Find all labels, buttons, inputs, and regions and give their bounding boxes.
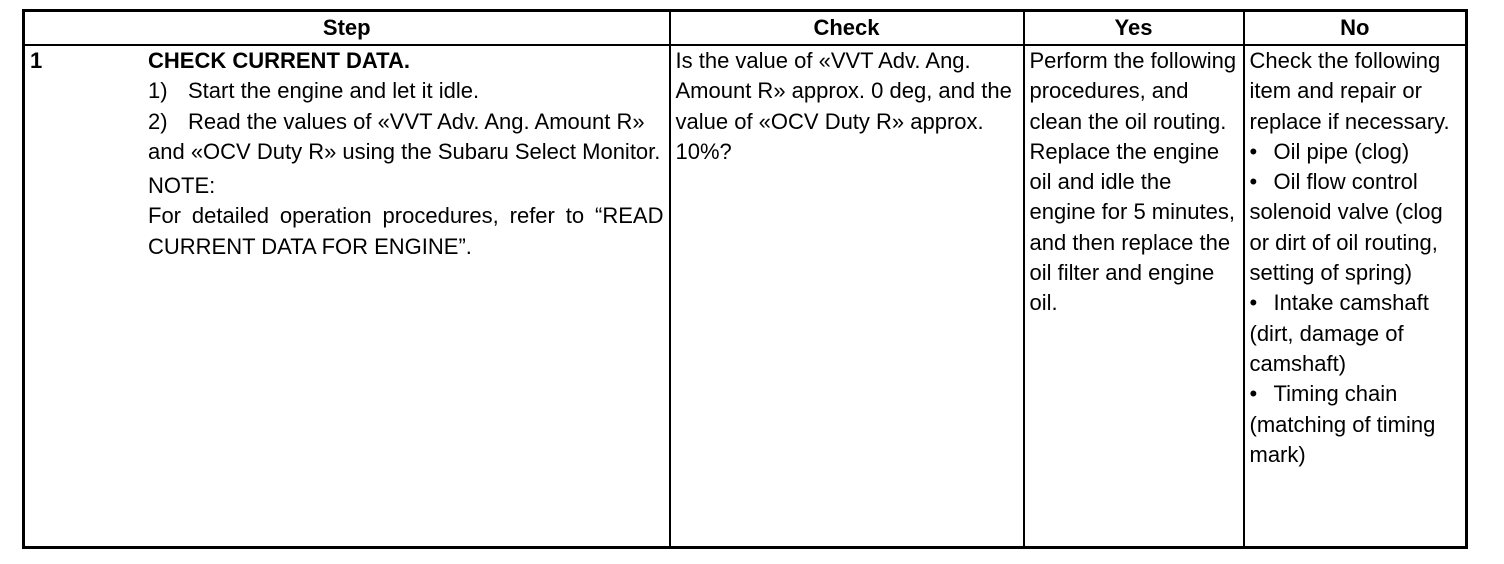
bullet-icon: • [1249,169,1258,195]
note-label: NOTE: [148,173,216,199]
substep-1 [148,76,664,106]
substep-2-number: 2) [148,108,168,134]
step-title: CHECK CURRENT DATA. [148,48,410,73]
step-number: 1 [30,48,43,73]
substep-1-number: 1) [148,78,168,104]
substep-1-text: Start the engine and let it idle. [188,78,480,104]
yes-text-1: Perform the following procedures, and clean the oil routing. [1029,48,1237,134]
table-row [24,45,1467,547]
substep-2-text: Read the values of «VVT Adv. Ang. Amount R» and «OCV Duty R» using the Subaru Select Monitor. [148,108,661,164]
diagnostic-table [22,9,1468,549]
no-item-text: Intake camshaft (dirt, damage of camshaft) [1249,290,1429,376]
no-cell [1244,45,1467,547]
check-cell [670,45,1024,547]
list-item [1250,137,1461,167]
yes-text-2: Replace the engine oil and idle the engine for 5 minutes, and then replace the oil filter and engine oil. [1029,138,1235,316]
list-item [1250,167,1461,288]
header-yes: Yes [1024,11,1244,46]
substep-2 [148,107,664,168]
list-item [1250,288,1461,379]
check-text: Is the value of «VVT Adv. Ang. Amount R» approx. 0 deg, and the value of «OCV Duty R» approx. 10%? [675,48,1012,164]
no-item-text: Timing chain (matching of timing mark) [1249,381,1436,467]
note-text: For detailed operation procedures, refer to “READ CURRENT DATA FOR ENGINE”. [148,203,664,259]
header-row [24,11,1467,46]
header-step: Step [24,11,670,46]
header-no: No [1244,11,1467,46]
header-check: Check [670,11,1024,46]
bullet-icon: • [1249,290,1258,316]
no-intro: Check the following item and repair or replace if necessary. [1249,48,1450,134]
bullet-icon: • [1249,381,1258,407]
bullet-icon: • [1249,138,1258,164]
yes-cell [1024,45,1244,547]
list-item [1250,379,1461,470]
no-item-text: Oil pipe (clog) [1273,138,1410,164]
step-cell [24,45,670,547]
no-item-text: Oil flow control solenoid valve (clog or dirt of oil routing, setting of spring) [1249,169,1443,286]
